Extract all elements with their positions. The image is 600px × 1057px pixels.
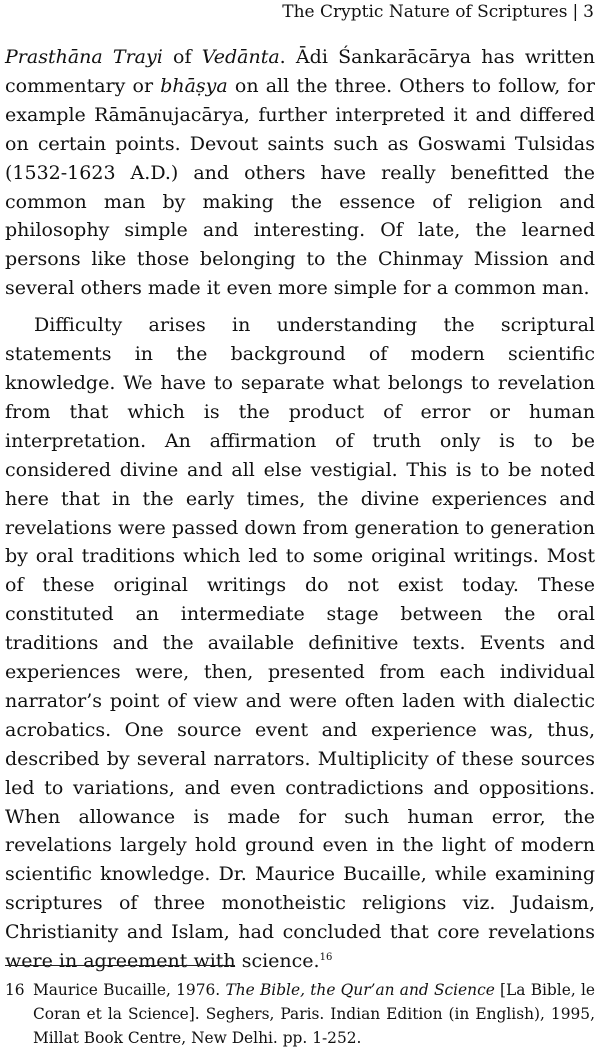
running-head-separator: | — [572, 2, 579, 22]
paragraph-difficulty — [5, 311, 595, 976]
text-run: Difficulty arises in understanding the scriptural statements in the background of modern scientific knowledge. We have to separate what belongs to revelation from that which is the product of error or human interpretation. An affirmation of truth only is to be considered divine and all else vestigial. This is to be noted here that in the early times, the divine experiences and revelations were passed down from generation to generation by oral traditions which led to some original writings. Most of these original writings do not exist today. These constituted an intermediate stage between the oral traditions and the available definitive texts. Events and experiences were, then, presented from each individual narrator’s point of view and were often laden with dialectic acrobatics. One source event and experience was, thus, described by several narrators. Multiplicity of these sources led to variations, and even contradictions and oppositions. When allowance is made for such human error, the revelations largely hold ground even in the light of modern scientific knowledge. Dr. Maurice Bucaille, while examining scriptures of three monotheistic religions viz. Judaism, Christianity and Islam, had concluded that core revelations were in agreement with science. — [5, 314, 595, 973]
paragraph-continued — [5, 43, 595, 303]
body-text — [5, 43, 595, 976]
italic-run: bhāṣya — [160, 74, 228, 97]
running-head-title: The Cryptic Nature of Scriptures — [282, 2, 568, 22]
footnote-reference: 16 — [319, 952, 333, 964]
footnote-divider — [5, 965, 235, 966]
page-number: 3 — [583, 2, 594, 22]
footnote-number: 16 — [5, 981, 25, 999]
footnotes — [5, 978, 595, 1051]
footnote-text — [33, 981, 595, 1047]
text-run: on all the three. Others to follow, for example Rāmānujacārya, further interpreted it and differed on certain points. Devout saints such as Goswami Tulsidas (1532-1623 A.D.) and others have really benefitted the common man by making the essence of religion and philosophy simple and interesting. Of late, the learned persons like those belonging to the Chinmay Mission and several others made it even more simple for a common man. — [5, 74, 595, 300]
text-run: Maurice Bucaille, 1976. — [33, 981, 226, 999]
italic-run: Prasthāna Trayi — [5, 46, 163, 68]
text-run: of — [162, 46, 202, 68]
footnote-16 — [5, 978, 595, 1051]
italic-run: Vedānta — [201, 46, 280, 68]
text-run: . Ādi Śankarācārya has written commentary or — [5, 46, 595, 97]
running-head — [282, 2, 594, 22]
text-run: [La Bible, le Coran et la Science]. Seghers, Paris. Indian Edition (in English), 1995, Millat Book Centre, New Delhi. pp. 1-252. — [33, 981, 595, 1048]
italic-run: The Bible, the Qur’an and Science — [225, 981, 495, 999]
